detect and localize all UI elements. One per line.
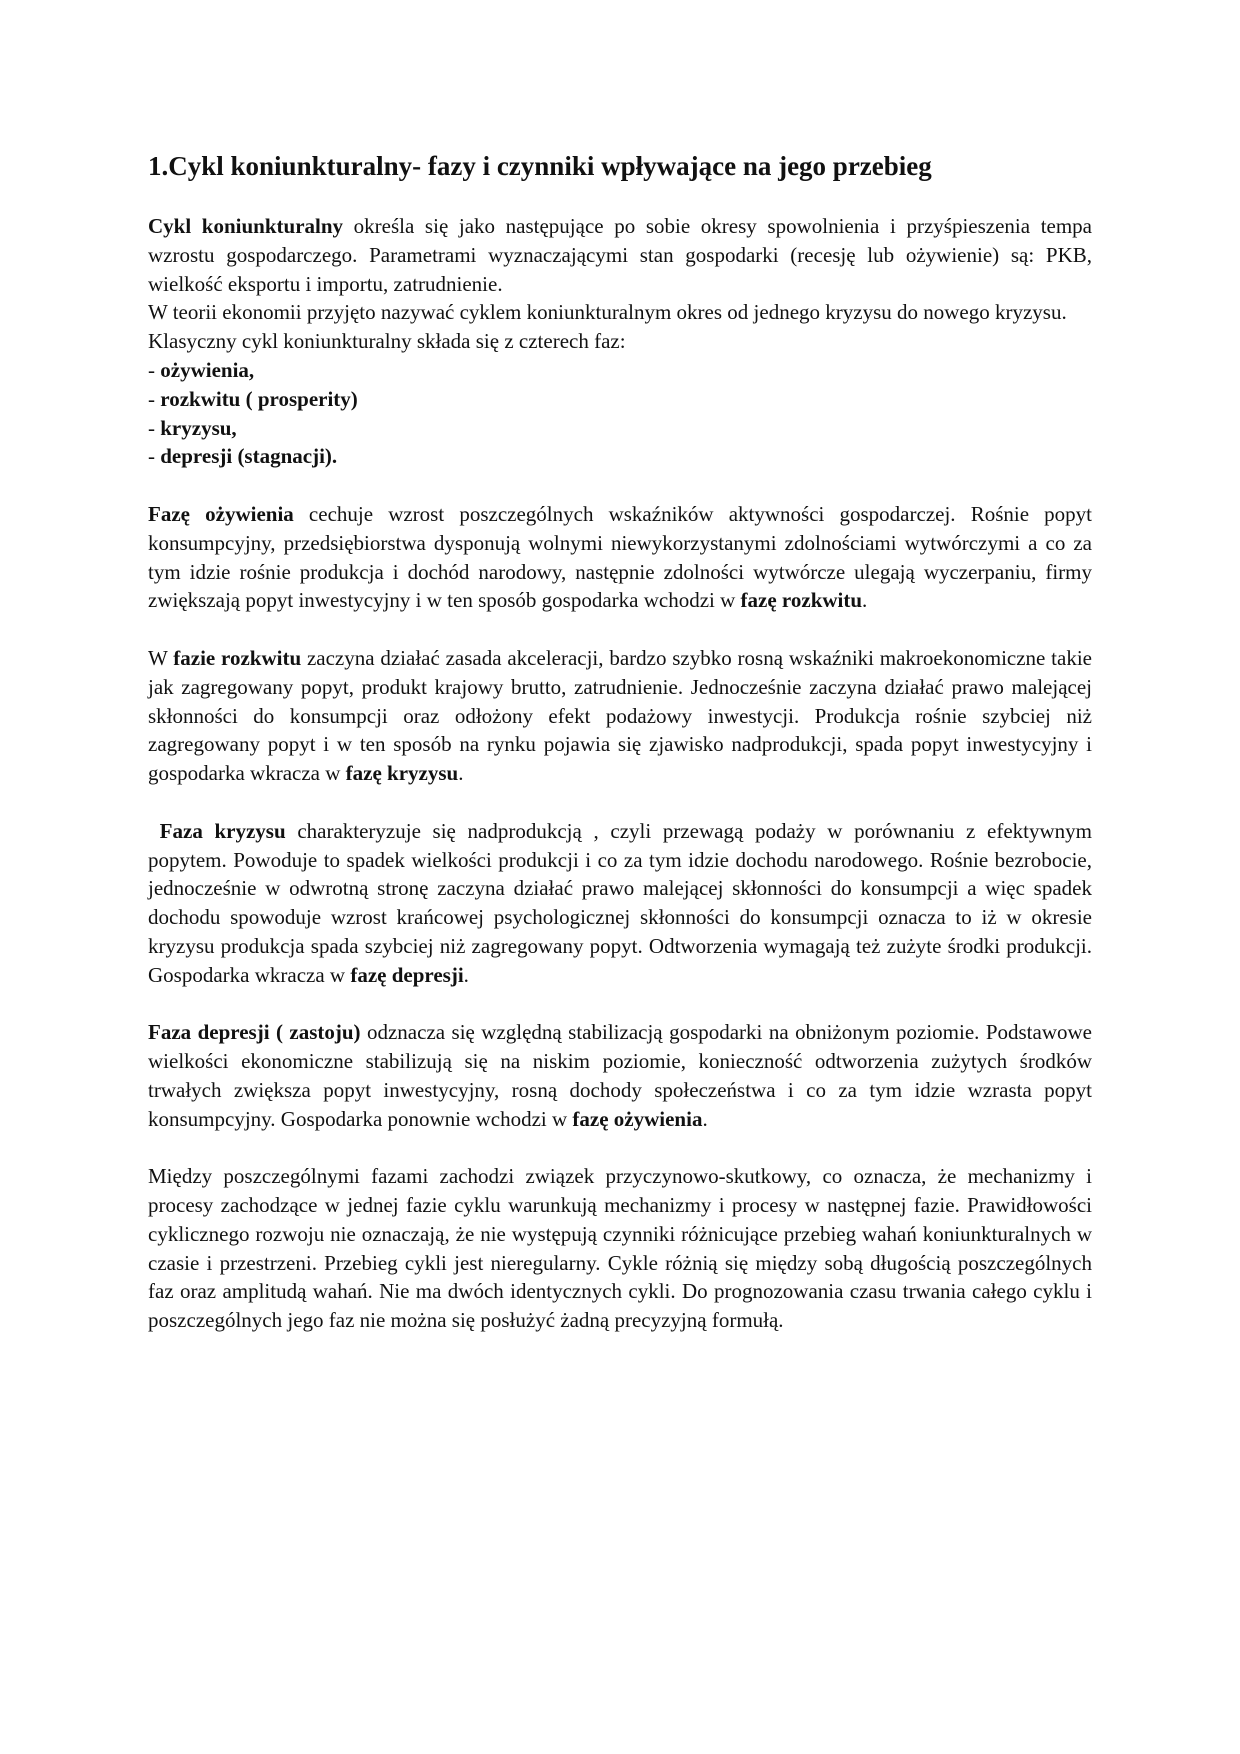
list-item: - depresji (stagnacji).	[148, 444, 338, 469]
paragraph-conclusion: Między poszczególnymi fazami zachodzi związek przyczynowo-skutkowy, co oznacza, że mechanizmy i procesy zachodzące w jednej fazie cyklu warunkują mechanizmy i procesy w następnej fazie. Prawidłowości cyklicznego rozwoju nie oznaczają, że nie występują czynniki różnicujące przebieg wahań koniunkturalnych w czasie i przestrzeni. Przebieg cykli jest nieregularny. Cykle różnią się między sobą długością poszczególnych faz oraz amplitudą wahań. Nie ma dwóch identycznych cykli. Do prognozowania czasu trwania całego cyklu i poszczególnych jego faz nie można się posłużyć żadną precyzyjną formułą.	[148, 1164, 1092, 1333]
intro-paragraph-theory: W teorii ekonomii przyjęto nazywać cyklem koniunkturalnym okres od jednego kryzysu do nowego kryzysu.	[148, 300, 1067, 325]
list-item: - ożywienia,	[148, 357, 255, 382]
intro-definition-text: określa się jako następujące po sobie okresy spowolnienia i przyśpieszenia tempa wzrostu gospodarczego. Parametrami wyznaczającymi stan gospodarki (recesję lub ożywienie) są: PKB, wielkość eksportu i importu, zatrudnienie.	[148, 214, 1093, 296]
list-item: - rozkwitu ( prosperity)	[148, 386, 358, 411]
document-page	[148, 148, 1092, 1335]
phases-list	[148, 356, 1092, 471]
paragraph-ozywienie: Fazę ożywienia cechuje wzrost poszczególnych wskaźników aktywności gospodarczej. Rośnie popyt konsumpcyjny, przedsiębiorstwa dysponują wolnymi niewykorzystanymi zdolnościami wytwórczymi a co za tym idzie rośnie produkcja i dochód narodowy, następnie zdolności wytwórcze ulegają wyczerpaniu, firmy zwiększają popyt inwestycyjny i w ten sposób gospodarka wchodzi w fazę rozkwitu.	[148, 501, 1093, 613]
paragraph-rozkwit: W fazie rozkwitu zaczyna działać zasada akceleracji, bardzo szybko rosną wskaźniki makroekonomiczne takie jak zagregowany popyt, produkt krajowy brutto, zatrudnienie. Jednocześnie zaczyna działać prawo malejącej skłonności do konsumpcji oraz odłożony efekt podażowy inwestycji. Produkcja rośnie szybciej niż zagregowany popyt i w ten sposób na rynku pojawia się zjawisko nadprodukcji, spada popyt inwestycyjny i gospodarka wkracza w fazę kryzysu.	[148, 645, 1092, 786]
document-title: 1.Cykl koniunkturalny- fazy i czynniki wpływające na jego przebieg	[148, 151, 932, 181]
paragraph-kryzys: Faza kryzysu charakteryzuje się nadprodukcją , czyli przewagą podaży w porównaniu z efektywnym popytem. Powoduje to spadek wielkości produkcji i co za tym idzie dochodu narodowego. Rośnie bezrobocie, jednocześnie w odwrotną stronę zaczyna działać prawo malejącej skłonności do konsumpcji a więc spadek dochodu spowoduje wzrost krańcowej psychologicznej skłonności do konsumpcji oznacza to iż w okresie kryzysu produkcja spada szybciej niż zagregowany popyt. Odtworzenia wymagają też zużyte środki produkcji. Gospodarka wkracza w fazę depresji.	[148, 818, 1092, 987]
list-item: - kryzysu,	[148, 415, 237, 440]
intro-paragraph-definition	[148, 212, 1092, 298]
paragraph-depresja: Faza depresji ( zastoju) odznacza się względną stabilizacją gospodarki na obniżonym poziomie. Podstawowe wielkości ekonomiczne stabilizują się na niskim poziomie, konieczność odtworzenia zużytych środków trwałych zwiększa popyt inwestycyjny, rosną dochody społeczeństwa i co za tym idzie wzrasta popyt konsumpcyjny. Gospodarka ponownie wchodzi w fazę ożywienia.	[148, 1020, 1092, 1131]
intro-paragraph-phases: Klasyczny cykl koniunkturalny składa się z czterech faz:	[148, 329, 626, 354]
term-cykl-koniunkturalny: Cykl koniunkturalny	[148, 214, 344, 238]
